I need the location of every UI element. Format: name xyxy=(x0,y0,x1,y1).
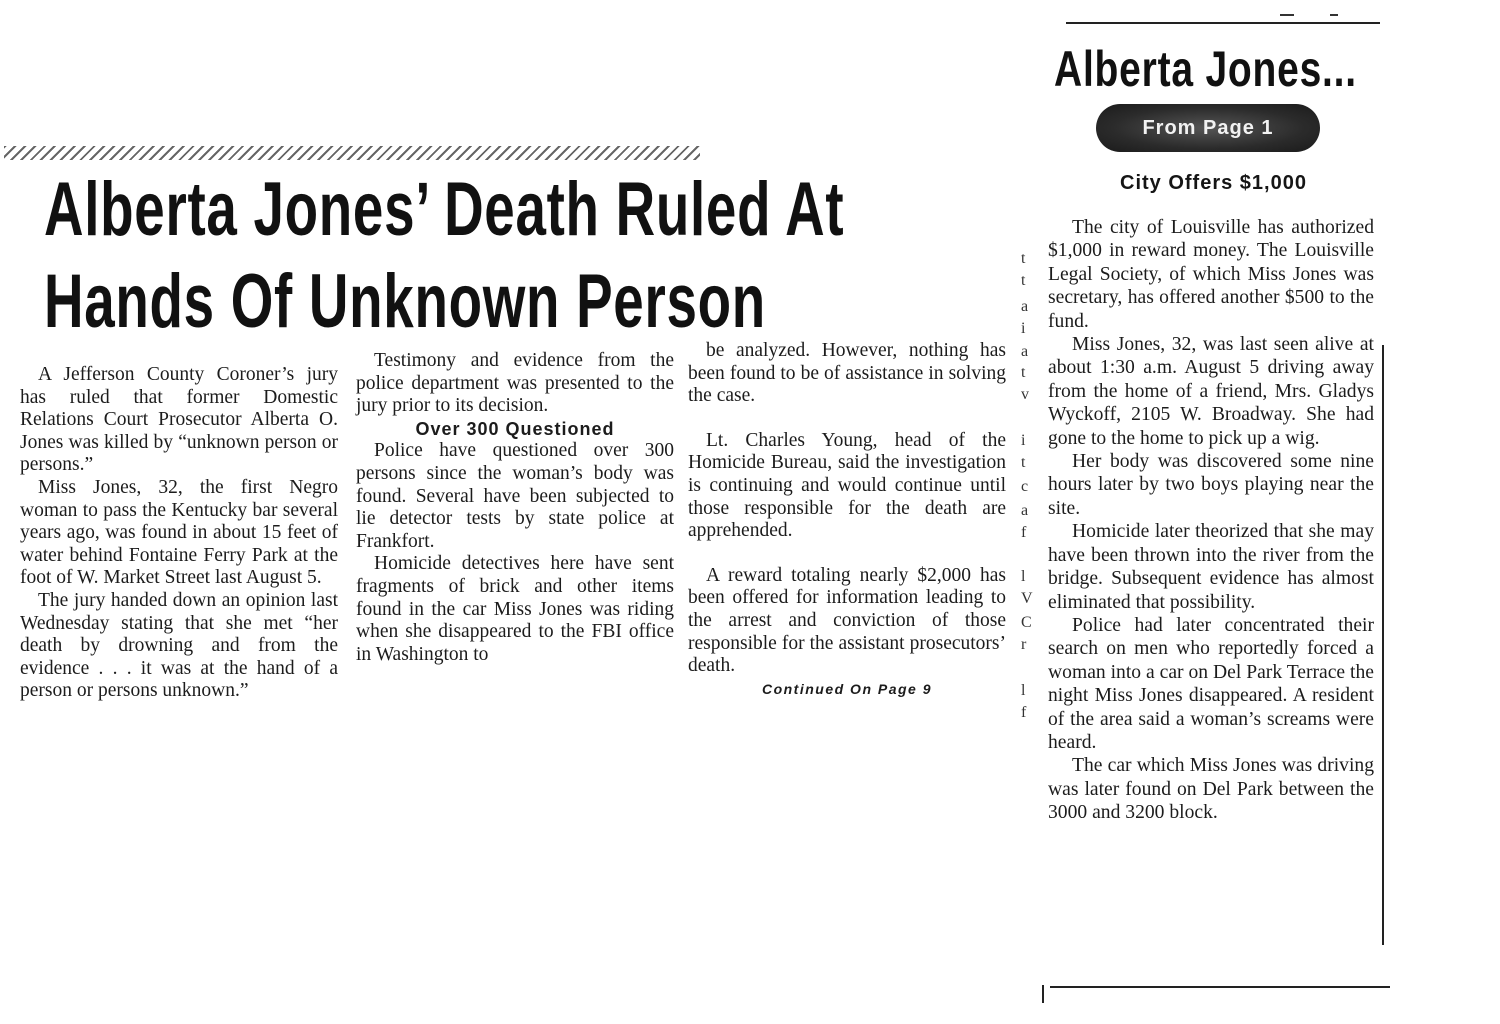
paragraph: Homicide detectives here have sent fragments of brick and other items found in the car Miss Jones was riding when she disappeared to the FBI office in Washington to xyxy=(356,553,674,665)
decorative-border xyxy=(4,146,700,160)
paragraph: Lt. Charles Young, head of the Homicide Bureau, said the investigation is continuing and would continue until those responsible for the death are apprehended. xyxy=(688,429,1006,542)
fragment: C xyxy=(1021,614,1032,631)
paragraph: Police have questioned over 300 persons since the woman’s body was found. Several have been subjected to lie detector tests by state police at Frankfort. xyxy=(356,440,674,552)
fragment: V xyxy=(1021,590,1033,607)
paragraph: Miss Jones, 32, the first Negro woman to pass the Kentucky bar several years ago, was found in about 15 feet of water behind Fontaine Ferry Park at the foot of W. Market Street last August 5. xyxy=(20,476,338,589)
paragraph: Miss Jones, 32, was last seen alive at about 1:30 a.m. August 5 driving away from the home of a friend, Mrs. Gladys Wyckoff, 2105 W. Broadway. She had gone to the home to pick up a wig. xyxy=(1048,334,1374,449)
continuation-headline: Alberta Jones... xyxy=(1054,41,1357,97)
fragment: t xyxy=(1021,364,1026,381)
continuation-column xyxy=(1048,216,1374,825)
mark xyxy=(1330,14,1338,16)
paragraph: Police had later concentrated their search on men who reportedly forced a woman into a car on Del Park Terrace the night Miss Jones disappeared. A resident of the area said a woman’s screams were heard. xyxy=(1048,614,1374,753)
top-rule xyxy=(1066,22,1380,24)
column-2 xyxy=(356,350,674,666)
fragment: a xyxy=(1021,343,1029,360)
fragment: f xyxy=(1021,524,1027,541)
continuation-clipping xyxy=(1030,0,1500,1024)
fragment: f xyxy=(1021,704,1027,721)
fragment: t xyxy=(1021,272,1026,289)
column-3 xyxy=(688,340,1006,700)
headline-line-1: Alberta Jones’ Death Ruled At xyxy=(44,167,845,252)
fragment: v xyxy=(1021,386,1029,403)
paragraph: be analyzed. However, nothing has been found to be of assistance in solving the case. xyxy=(688,340,1006,407)
bottom-rule xyxy=(1050,986,1390,988)
continued-note: Continued On Page 9 xyxy=(761,680,933,697)
bottom-left-rule xyxy=(1042,985,1044,1003)
section-subhead: Over 300 Questioned xyxy=(415,418,615,439)
mark xyxy=(1280,14,1294,16)
fragment: l xyxy=(1021,568,1026,585)
from-page-badge xyxy=(1096,104,1320,152)
badge-label: From Page 1 xyxy=(1142,116,1274,139)
right-column-rule xyxy=(1382,345,1384,945)
paragraph: Homicide later theorized that she may have been thrown into the river from the bridge. Subsequent evidence has almost eliminated that possibility. xyxy=(1048,521,1374,613)
fragment: l xyxy=(1021,682,1026,699)
paragraph: Her body was discovered some nine hours later by two boys playing near the site. xyxy=(1048,451,1374,519)
column-1 xyxy=(20,364,338,703)
section-subhead: City Offers $1,000 xyxy=(1120,172,1307,194)
fragment: t xyxy=(1021,250,1026,267)
fragment: a xyxy=(1021,298,1029,315)
fragment: t xyxy=(1021,454,1026,471)
paragraph: The jury handed down an opinion last Wednesday stating that she met “her death by drowning and from the evidence . . . it was at the hand of a person or persons unknown.” xyxy=(20,589,338,702)
paragraph: A Jefferson County Coroner’s jury has ruled that former Domestic Relations Court Prosecutor Alberta O. Jones was killed by “unknown person or persons.” xyxy=(20,364,338,476)
fragment: a xyxy=(1021,502,1029,519)
paragraph: The car which Miss Jones was driving was later found on Del Park between the 3000 and 3200 block. xyxy=(1048,755,1374,824)
paragraph: The city of Louisville has authorized $1,000 in reward money. The Louisville Legal Society, of which Miss Jones was secretary, has offered another $500 to the fund. xyxy=(1048,217,1374,332)
headline-line-2: Hands Of Unknown Person xyxy=(44,259,766,344)
fragment: i xyxy=(1021,320,1026,337)
fragment: i xyxy=(1021,432,1026,449)
fragment: c xyxy=(1021,478,1029,495)
fragment: r xyxy=(1021,636,1027,653)
paragraph: A reward totaling nearly $2,000 has been offered for information leading to the arrest and conviction of those responsible for the assistant prosecutors’ death. xyxy=(688,564,1006,677)
paragraph: Testimony and evidence from the police department was presented to the jury prior to its decision. xyxy=(356,350,674,417)
